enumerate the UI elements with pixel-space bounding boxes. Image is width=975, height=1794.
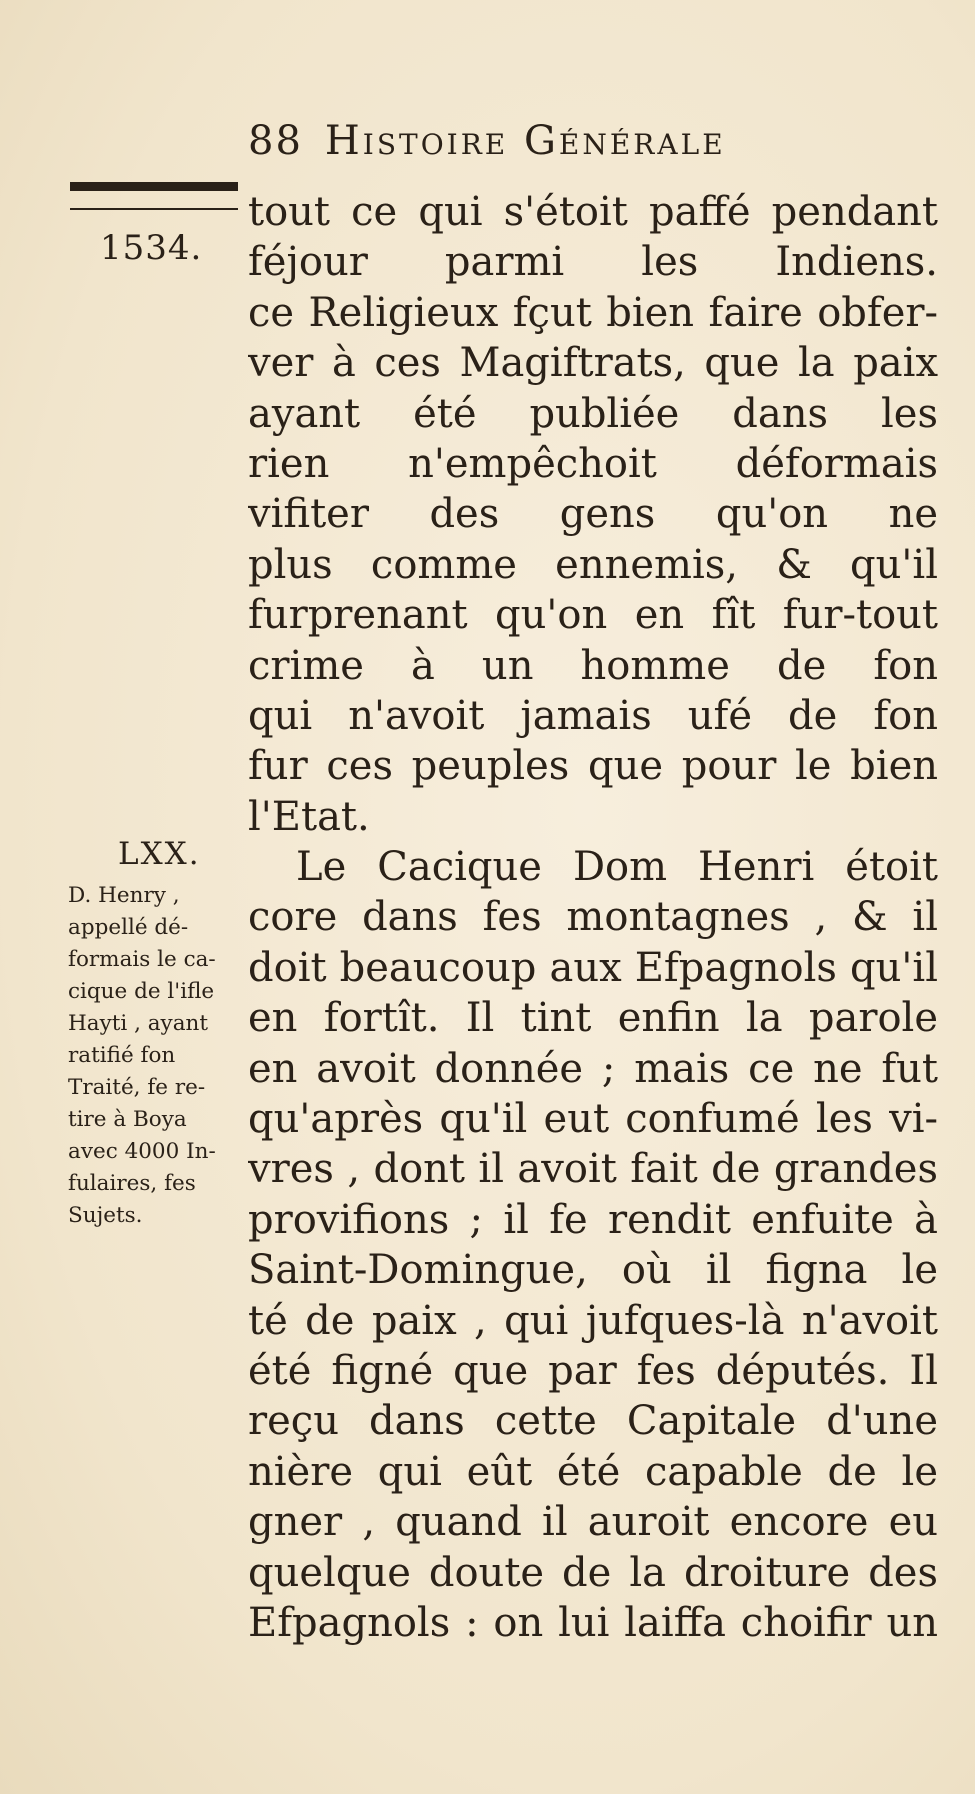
body-line: té de paix , qui jufques-là n'avoit	[248, 1297, 938, 1344]
margin-note-line: Hayti , ayant	[68, 1011, 209, 1036]
body-line: crime à un homme de fon	[248, 642, 938, 689]
margin-year: 1534.	[100, 228, 203, 268]
section-number: LXX.	[118, 836, 201, 872]
margin-note-line: formais le ca-	[68, 947, 216, 972]
margin-note-line: fulaires, fes	[68, 1171, 196, 1196]
margin-note-line: ratifié fon	[68, 1043, 176, 1068]
body-line: doit beaucoup aux Efpagnols qu'il	[248, 944, 938, 991]
body-line: fur ces peuples que pour le bien	[248, 743, 938, 790]
body-line: vifiter des gens qu'on ne	[248, 491, 938, 538]
body-text	[248, 187, 938, 1648]
body-line: été figné que par fes députés. Il	[248, 1347, 938, 1394]
body-line: en fortît. Il tint enfin la parole	[248, 995, 938, 1042]
margin-note	[68, 880, 240, 1232]
margin-note-line: D. Henry ,	[68, 883, 180, 908]
margin-note-line: Traité, fe re-	[68, 1075, 206, 1100]
margin-rule-thick	[70, 182, 238, 191]
body-line: l'Etat.	[248, 793, 370, 840]
body-line: qui n'avoit jamais ufé de fon	[248, 692, 938, 739]
body-line: rien n'empêchoit déformais	[248, 440, 938, 487]
body-line: quelque doute de la droiture des	[248, 1549, 938, 1596]
body-line: ayant été publiée dans les	[248, 390, 938, 437]
body-line: reçu dans cette Capitale d'une	[248, 1398, 938, 1445]
running-title: Histoire Générale	[324, 118, 726, 164]
body-line: gner , quand il auroit encore eu	[248, 1499, 938, 1546]
margin-note-line: avec 4000 In-	[68, 1139, 216, 1164]
body-line: plus comme ennemis, & qu'il	[248, 541, 938, 588]
body-line: tout ce qui s'étoit paffé pendant	[248, 189, 938, 235]
body-line: vres , dont il avoit fait de grandes	[248, 1146, 938, 1193]
margin-note-line: cique de l'ifle	[68, 979, 215, 1004]
body-line: core dans fes montagnes , & il	[248, 894, 938, 941]
body-line: provifions ; il fe rendit enfuite à	[248, 1196, 938, 1243]
body-line: nière qui eût été capable de le	[248, 1448, 938, 1495]
margin-note-line: Sujets.	[68, 1203, 143, 1228]
running-header	[248, 118, 938, 178]
body-line: furprenant qu'on en fît fur-tout	[248, 592, 938, 639]
paragraph-first-line: Le Cacique Dom Henri étoit	[296, 844, 938, 891]
body-line: Efpagnols : on lui laiffa choifir un	[248, 1599, 938, 1646]
body-line: féjour parmi les Indiens.	[248, 239, 938, 286]
margin-note-line: appellé dé-	[68, 915, 189, 940]
page-number: 88	[248, 118, 303, 164]
body-line: ver à ces Magiftrats, que la paix	[248, 340, 938, 387]
body-line: en avoit donnée ; mais ce ne fut	[248, 1045, 938, 1092]
margin-rule-thin	[70, 208, 238, 210]
body-line: qu'après qu'il eut confumé les vi-	[248, 1096, 938, 1143]
body-line: ce Religieux fçut bien faire obfer-	[248, 289, 938, 336]
margin-note-line: tire à Boya	[68, 1107, 187, 1132]
body-line: Saint-Domingue, où il figna le	[248, 1247, 938, 1294]
